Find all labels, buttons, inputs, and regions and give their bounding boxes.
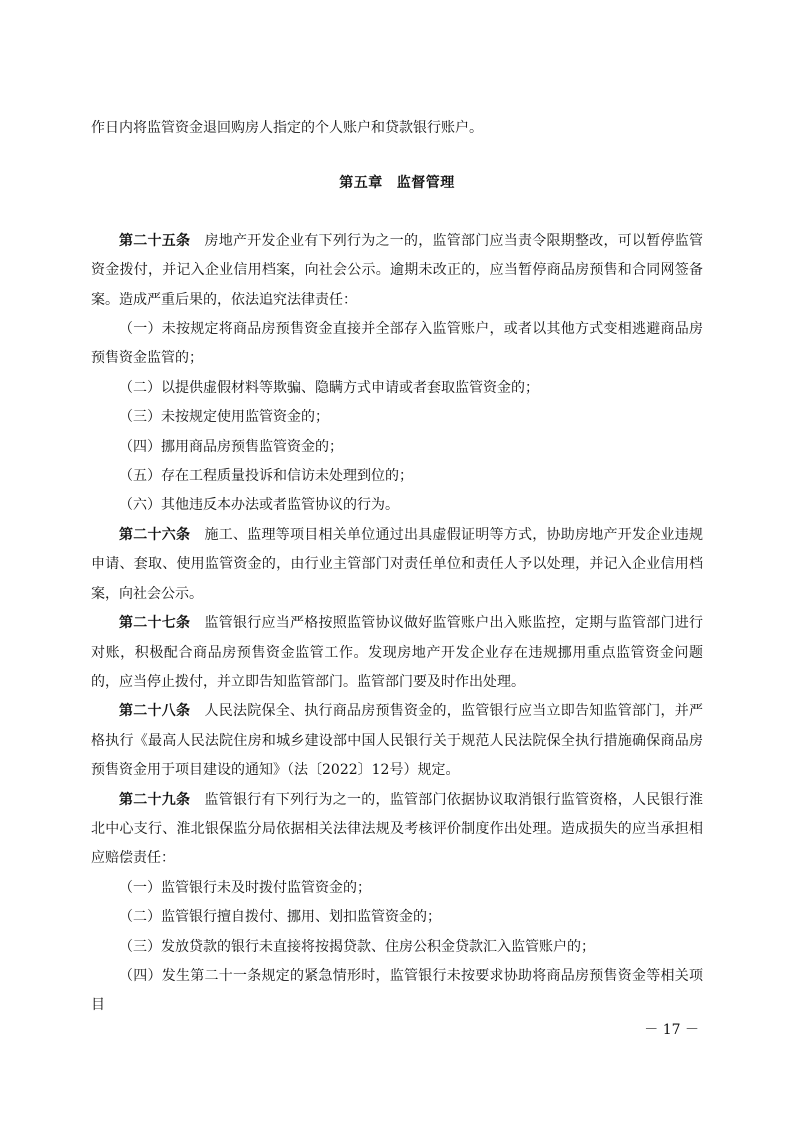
list-item: （三）发放贷款的银行未直接将按揭贷款、住房公积金贷款汇入监管账户的； xyxy=(119,938,595,955)
article-28 xyxy=(91,697,703,785)
list-item: （二）监管银行擅自拨付、挪用、划扣监管资金的； xyxy=(119,909,441,926)
chapter-title: 监督管理 xyxy=(396,175,455,192)
article-text: 监管银行有下列行为之一的，监管部门依据协议取消银行监管资格，人民银行淮北中心支行、淮北银保监分局依据相关法律法规及考核评价制度作出处理。造成损失的应当承担相应赔偿责任： xyxy=(91,791,703,867)
article-label: 第二十七条 xyxy=(119,615,191,632)
page-number: － 17 － xyxy=(644,1022,699,1038)
article-27 xyxy=(91,609,703,697)
article-text: 人民法院保全、执行商品房预售资金的，监管银行应当立即告知监管部门，并严格执行《最高人民法院住房和城乡建设部中国人民银行关于规范人民法院保全执行措施确保商品房预售资金用于项目建设的通知》（法〔2022〕12号）规定。 xyxy=(91,703,703,779)
list-item: （四）发生第二十一条规定的紧急情形时，监管银行未按要求协助将商品房预售资金等相关项目 xyxy=(91,967,703,1014)
list-item: （一）监管银行未及时拨付监管资金的； xyxy=(119,879,371,896)
chapter-number: 第五章 xyxy=(339,175,383,192)
article-text: 监管银行应当严格按照监管协议做好监管账户出入账监控，定期与监管部门进行对账，积极配合商品房预售资金监管工作。发现房地产开发企业存在违规挪用重点监管资金问题的，应当停止拨付，并立即告知监管部门。监管部门要及时作出处理。 xyxy=(91,615,703,690)
article-text: 施工、监理等项目相关单位通过出具虚假证明等方式，协助房地产开发企业违规申请、套取、使用监管资金的，由行业主管部门对责任单位和责任人予以处理，并记入企业信用档案，向社会公示。 xyxy=(91,526,703,602)
chapter-heading xyxy=(91,169,703,198)
body-text xyxy=(91,114,703,1021)
article-26 xyxy=(91,521,703,609)
article-label: 第二十五条 xyxy=(119,232,191,249)
list-item: （六）其他违反本办法或者监管协议的行为。 xyxy=(119,497,399,514)
article-label: 第二十六条 xyxy=(119,526,191,543)
list-item: （三）未按规定使用监管资金的； xyxy=(119,409,329,426)
article-label: 第二十八条 xyxy=(119,703,191,720)
list-item: （五）存在工程质量投诉和信访未处理到位的； xyxy=(119,468,413,485)
article-29 xyxy=(91,786,703,874)
list-item: （二）以提供虚假材料等欺骗、隐瞒方式申请或者套取监管资金的； xyxy=(119,379,539,396)
list-item: （四）挪用商品房预售监管资金的； xyxy=(119,438,343,455)
article-25 xyxy=(91,227,703,315)
article-text: 房地产开发企业有下列行为之一的，监管部门应当责令限期整改，可以暂停监管资金拨付，并记入企业信用档案，向社会公示。逾期未改正的，应当暂停商品房预售和合同网签备案。造成严重后果的，依法追究法律责任： xyxy=(91,232,703,308)
article-label: 第二十九条 xyxy=(119,791,191,808)
list-item: （一）未按规定将商品房预售资金直接并全部存入监管账户，或者以其他方式变相逃避商品房预售资金监管的； xyxy=(91,321,703,367)
opening-line: 作日内将监管资金退回购房人指定的个人账户和贷款银行账户。 xyxy=(91,120,483,136)
